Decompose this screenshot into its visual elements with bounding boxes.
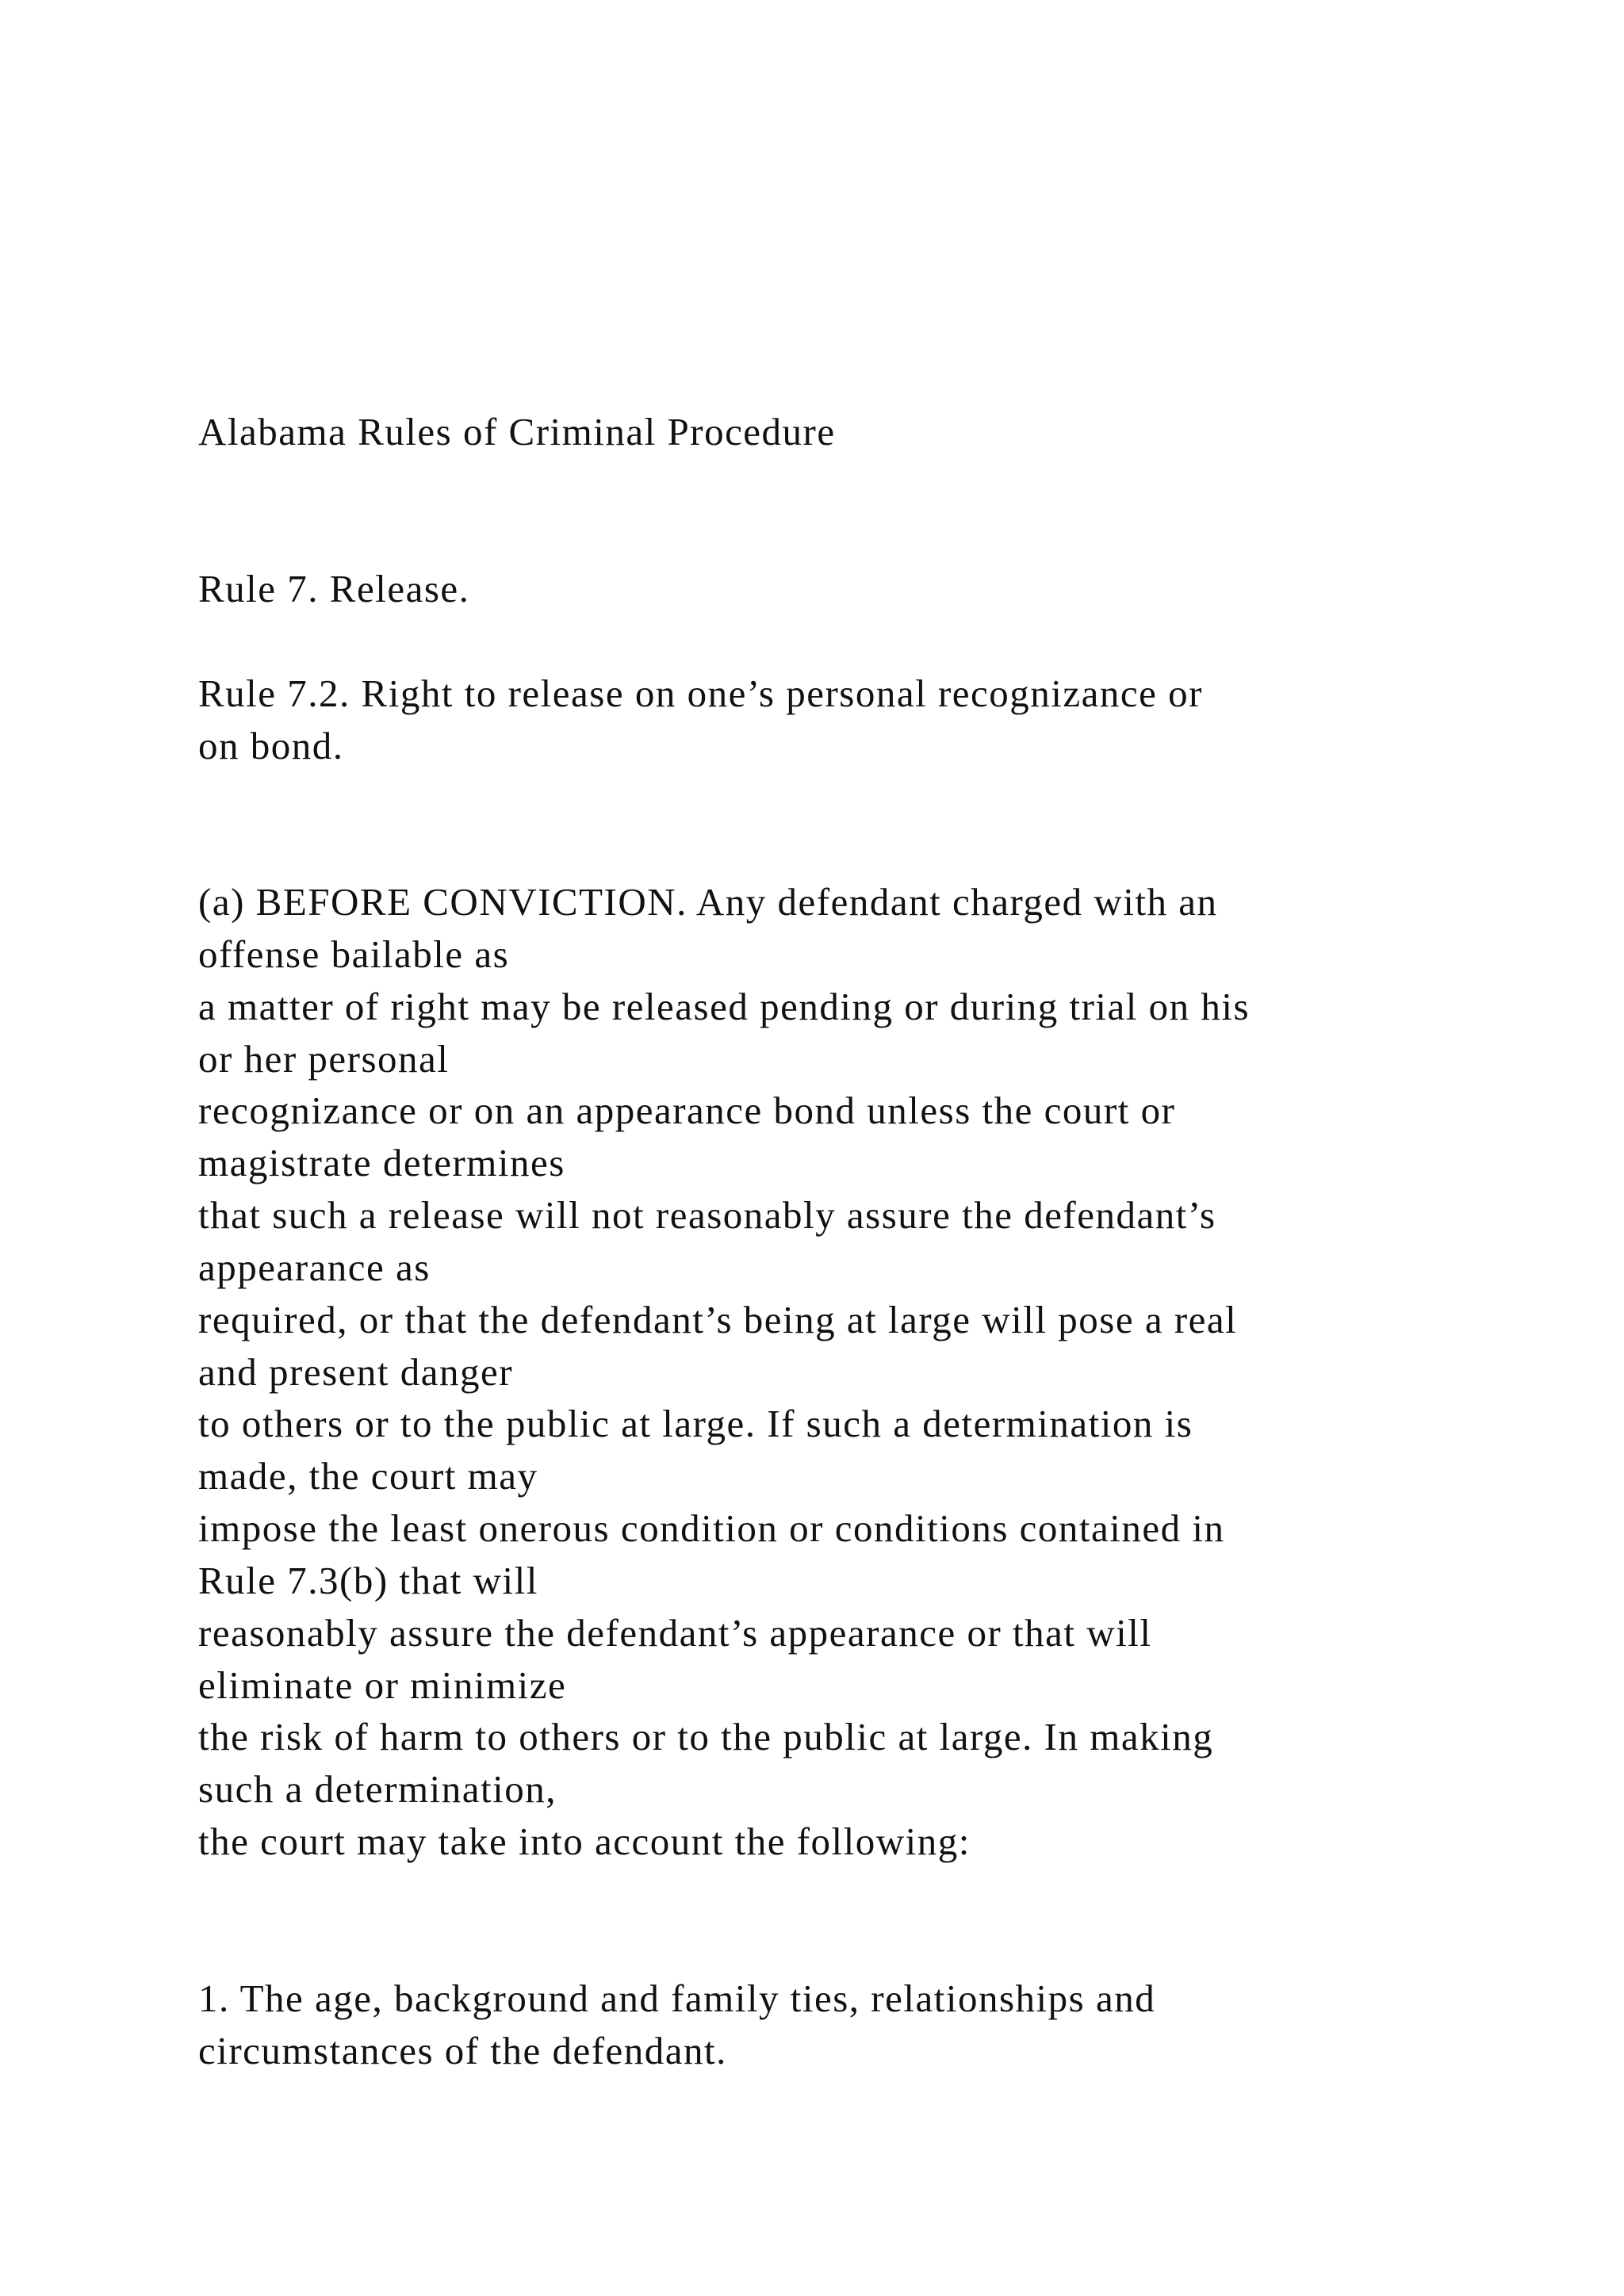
paragraph-a-line: or her personal [198,1037,450,1081]
paragraph-a-line: the risk of harm to others or to the public at large. In making [198,1715,1214,1758]
paragraph-a-line: magistrate determines [198,1141,565,1184]
subrule-heading-line: Rule 7.2. Right to release on one’s personal recognizance or [198,672,1203,715]
rule-heading: Rule 7. Release. [198,567,470,610]
paragraph-a-line: eliminate or minimize [198,1663,567,1707]
paragraph-a-line: such a determination, [198,1767,557,1811]
paragraph-a-line: and present danger [198,1350,514,1394]
paragraph-a-line: offense bailable as [198,932,510,976]
paragraph-a-line: appearance as [198,1246,431,1289]
subrule-heading-line: on bond. [198,724,344,767]
paragraph-a-line: to others or to the public at large. If such a determination is [198,1402,1193,1445]
paragraph-a-line: a matter of right may be released pending or during trial on his [198,985,1251,1028]
document-title: Alabama Rules of Criminal Procedure [198,410,836,453]
list-item-line: 1. The age, background and family ties, relationships and [198,1976,1156,2020]
paragraph-a-line: (a) BEFORE CONVICTION. Any defendant charged with an [198,880,1218,924]
paragraph-a-line: recognizance or on an appearance bond unless the court or [198,1089,1176,1132]
paragraph-a-line: made, the court may [198,1454,538,1498]
paragraph-a-line: required, or that the defendant’s being at large will pose a real [198,1298,1238,1341]
paragraph-a-line: Rule 7.3(b) that will [198,1559,538,1602]
paragraph-a-line: the court may take into account the following: [198,1820,971,1863]
paragraph-a-line: reasonably assure the defendant’s appearance or that will [198,1611,1152,1655]
paragraph-a-line: impose the least onerous condition or conditions contained in [198,1506,1225,1550]
paragraph-a-line: that such a release will not reasonably assure the defendant’s [198,1193,1216,1237]
list-item-line: circumstances of the defendant. [198,2029,727,2072]
